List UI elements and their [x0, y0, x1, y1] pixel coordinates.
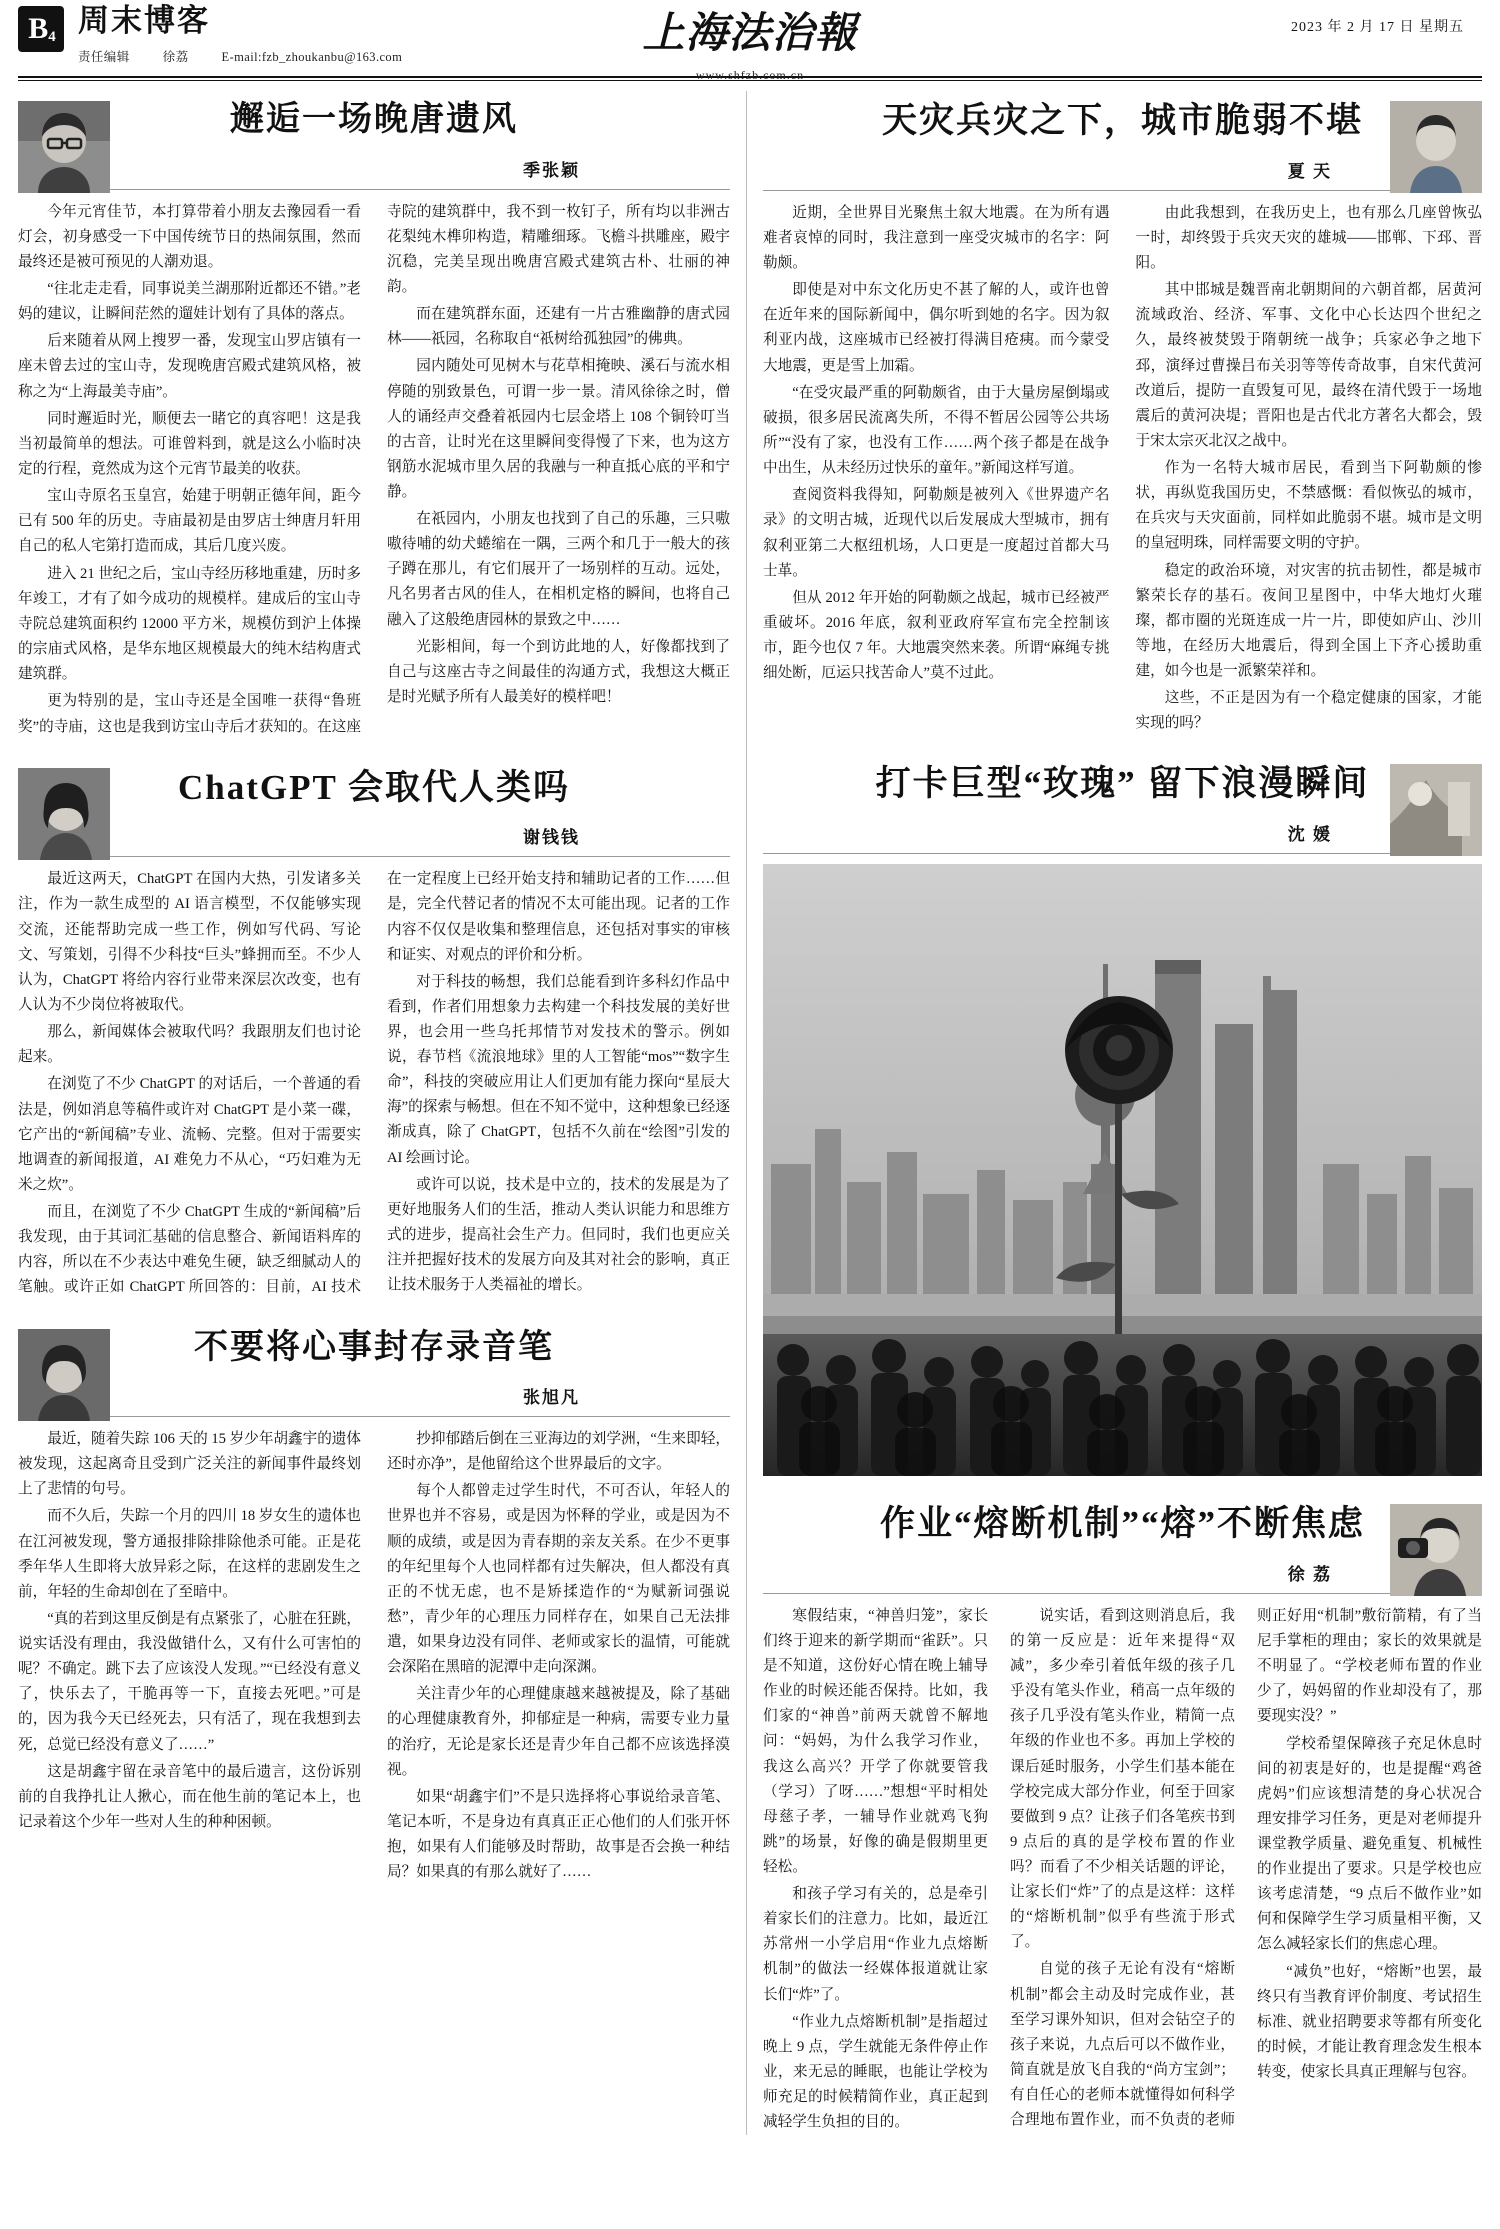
headline-chatgpt: ChatGPT 会取代人类吗 — [178, 767, 570, 807]
left-column — [18, 91, 730, 2135]
paper-url[interactable]: www.shfzb.com.cn — [695, 68, 805, 82]
byline-rose: 沈 媛 — [1287, 825, 1332, 845]
paragraph: 每个人都曾走过学生时代，不可否认，年轻人的世界也并不容易，或是因为怀释的学业，或是因为不顺的成绩，或是因为青春期的亲友关系。在少不更事的年纪里每个人也同样都有过失解决，但人都没有真正的不忧无虑，也不是矫揉造作的“为赋新词强说愁”，青少年的心理压力同样存在，如果自己无法排遣，如果身边没有同伴、老师或家长的温情，可能就会深陷在黑暗的泥潭中走向深渊。 — [387, 1483, 730, 1676]
article-body-earthquake — [763, 201, 1482, 737]
paragraph: 稳定的政治环境，对灾害的抗击韧性，都是城市繁荣长存的基石。夜间卫星图中，中华大地灯火璀璨，都市圈的光斑连成一片一片，即使如庐山、沙川等地，在经历大地震后，得到全国上下齐心援助重建，如今也是一派繁荣祥和。 — [1135, 562, 1482, 679]
paragraph: 最近这两天，ChatGPT 在国内大热，引发诸多关注，作为一款生成型的 AI 语言模型，不仅能够实现交流，还能帮助完成一些工作，例如写代码、写论文、写策划，引得不少科技“巨头”蜂拥而至。不少人认为，ChatGPT 将给内容行业带来深层次改变，也有人认为不少岗位将被取代。 — [18, 871, 361, 1013]
paragraph: 进入 21 世纪之后，宝山寺经历移地重建，历时多年竣工，才有了如今成功的规模样。建成后的宝山寺寺院总建筑面积约 12000 平方米，规模仿到沪上体操的宗庙式风格，是华东地区规模最大的纯木结构唐式建筑群。 — [18, 565, 361, 683]
article-body-homework — [763, 1604, 1482, 2135]
article-rule-rose — [763, 853, 1482, 854]
byline-earthquake: 夏 天 — [1287, 161, 1332, 181]
paragraph: 关注青少年的心理健康越来越被提及，除了基础的心理健康教育外，抑郁症是一种病，需要专业力量的治疗，无论是家长还是青少年自己都不应该选择漠视。 — [387, 1686, 730, 1778]
article-homework — [763, 1502, 1482, 2135]
author-portrait-xu — [1390, 1504, 1482, 1596]
paragraph: “作业九点熔断机制”是指超过晚上 9 点，学生就能无条件停止作业，来无忌的睡眠，也能让学校为师充足的时候精简作业，真正起到减轻学生负担的目的。 — [763, 2013, 988, 2131]
paragraph: 后来随着从网上搜罗一番，发现宝山罗店镇有一座未曾去过的宝山寺，发现晚唐宫殿式建筑风格，被称之为“上海最美寺庙”。 — [18, 333, 361, 400]
paper-logo — [642, 0, 857, 83]
paragraph: 抄抑郁踏后倒在三亚海边的刘学洲，“生来即轻，还时亦净”，是他留给这个世界最后的文字。 — [387, 1431, 730, 1473]
article-recorder — [18, 1327, 730, 1886]
author-portrait-ji — [18, 101, 110, 193]
paragraph: 那么，新闻媒体会被取代吗？我跟朋友们也讨论起来。 — [18, 1024, 361, 1066]
byline-recorder: 张旭凡 — [523, 1388, 580, 1407]
body-grid — [18, 91, 1482, 2135]
editor-name: 徐荔 — [162, 50, 189, 65]
paragraph: 这些，不正是因为有一个稳定健康的国家，才能实现的吗？ — [1135, 690, 1482, 732]
paragraph: 而不久后，失踪一个月的四川 18 岁女生的遗体也在江河被发现，警方通报排除排除他杀可能。正是花季年华人生即将大放异彩之际，在这样的悲剧发生之前，年轻的生命却创在了至暗中。 — [18, 1508, 361, 1600]
paragraph: 对于科技的畅想，我们总能看到许多科幻作品中看到，作者们用想象力去构建一个科技发展的美好世界，也会用一些乌托邦情节对发技术的警示。例如说，春节档《流浪地球》里的人工智能“mos”“数字生命”，科技的突破应用让人们更加有能力探向“星辰大海”的探索与畅想。但在不知不觉中，这种想象已经逐渐成真，除了 ChatGPT，包括不久前在“绘图”引发的 AI 绘画讨论。 — [387, 973, 730, 1166]
paragraph: 在浏览了不少 ChatGPT 的对话后，一个普通的看法是，例如消息等稿件或许对 ChatGPT 是小菜一碟，它产出的“新闻稿”专业、流畅、完整。但对于需要实地调查的新闻报道，AI 难免力不从心，“巧妇难为无米之炊”。 — [18, 1076, 361, 1193]
paragraph: “在受灾最严重的阿勒颇省，由于大量房屋倒塌或破损，很多居民流离失所，不得不暂居公园等公共场所”“没有了家，也没有工作……两个孩子都是在战争中出生，从未经历过快乐的童年。”新闻这样写道。 — [763, 384, 1110, 477]
headline-homework: 作业“熔断机制”“熔”不断焦虑 — [879, 1504, 1365, 1544]
article-body-chatgpt — [18, 867, 730, 1300]
author-portrait-xie — [18, 768, 110, 860]
section-block — [78, 4, 402, 65]
article-rule-chatgpt — [18, 856, 730, 857]
paragraph: 作为一名特大城市居民，看到当下阿勒颇的惨状，再纵览我国历史，不禁感慨：看似恢弘的城市，在兵灾与天灾面前，同样如此脆弱不堪。城市是文明的皇冠明珠，同样需要文明的守护。 — [1135, 460, 1482, 552]
paragraph: 在祇园内，小朋友也找到了自己的乐趣，三只嗷嗷待哺的幼犬蜷缩在一隅，三两个和几于一般大的孩子蹲在那儿，有它们展开了一场别样的互动。远处，凡名男者古风的佳人，在相机定格的瞬间，也将自己融入了这般绝唐园林的景致之中…… — [387, 511, 730, 628]
right-column — [763, 91, 1482, 2135]
paragraph: 这是胡鑫宇留在录音笔中的最后遗言，这份诉别前的自我挣扎让人揪心，而在他生前的笔记本上，也记录着这个少年一些对人生的种种困顿。 — [18, 1763, 361, 1830]
editor-email: E-mail:fzb_zhoukanbu@163.com — [221, 50, 403, 65]
paragraph: 由此我想到，在我历史上，也有那么几座曾恢弘一时，却终毁于兵灾天灾的雄城——邯郸、下邳、晋阳。 — [1135, 204, 1482, 271]
column-divider — [746, 91, 747, 2135]
paragraph: 宝山寺原名玉皇宫，始建于明朝正德年间，距今已有 500 年的历史。寺庙最初是由罗店士绅唐月轩用自己的私人宅第打造而成，其后几度兴废。 — [18, 488, 361, 555]
headline-earthquake: 天灾兵灾之下，城市脆弱不堪 — [881, 101, 1363, 140]
paragraph: “真的若到这里反倒是有点紧张了，心脏在狂跳，说实话没有理由，我没做错什么，又有什么可害怕的呢？不确定。跳下去了应该没人发现。”“已经没有意义了，快乐去了，干脆再等一下，直接去死吧。”可是的，因为我今天已经死去，只有活了，现在我想到去死，总觉已经没有意义了……” — [18, 1611, 361, 1753]
byline-tang: 季张颖 — [523, 160, 580, 180]
paragraph: 即使是对中东文化历史不甚了解的人，或许也曾在近年来的国际新闻中，偶尔听到她的名字。因为叙利亚内战，这座城市已经被打得满目疮痍。而今蒙受大地震，更是雪上加霜。 — [763, 282, 1110, 374]
paragraph: 而在建筑群东面，还建有一片古雅幽静的唐式园林——祇园，名称取自“祇树给孤独园”的佛典。 — [387, 306, 730, 348]
article-rose — [763, 762, 1482, 1476]
article-chatgpt — [18, 766, 730, 1301]
author-portrait-zhang — [18, 1329, 110, 1421]
paragraph: 其中邯城是魏晋南北朝期间的六朝首都，居黄河流域政治、经济、军事、文化中心长达四个世纪之久，最终被焚毁于隋朝统一战争；兵家必争之地下邳，演绎过曹操吕布关羽等等传奇故事，自宋代黄河改道后，提防一直毁复可见，最终在清代毁于一场地震后的黄河决堤；晋阳也是古代北方著名大都会，毁于宋太宗灭北汉之战中。 — [1135, 282, 1482, 449]
article-body-tang — [18, 200, 730, 740]
headline-recorder: 不要将心事封存录音笔 — [194, 1328, 554, 1366]
paragraph: 同时邂逅时光，顺便去一睹它的真容吧！这是我当初最简单的想法。可谁曾料到，就是这么小临时决定的行程，竟然成为这个元宵节最美的收获。 — [18, 410, 361, 477]
page-badge-number: 4 — [48, 28, 55, 45]
article-rule-recorder — [18, 1416, 730, 1417]
masthead — [18, 0, 1482, 82]
article-rule-tang — [18, 189, 730, 190]
headline-rose: 打卡巨型“玫瑰” 留下浪漫瞬间 — [875, 764, 1370, 804]
paragraph: 更为特别的是，宝山寺还是全国唯一获得“鲁班奖”的寺庙，这也是我到访宝山寺后才获知的。在这座寺院的建筑群中，我不到一枚钉子，所有均以非洲古花梨纯木榫卯构造，精雕细琢。飞檐斗拱雕座，殿宇沉稳，完美呈现出晚唐宫殿式建筑古朴、壮丽的神韵。 — [18, 203, 730, 735]
paragraph: 说实话，看到这则消息后，我的第一反应是：近年来提得“双减”，多少牵引着低年级的孩子几乎没有笔头作业，稍高一点年级的孩子几乎没有笔头作业，精简一点年级的作业也不多。再加上学校的课后延时服务，小学生们基本能在学校完成大部分作业，何至于回家要做到 9 点？让孩子们各笔疾书到 9 点后的真的是学校布置的作业吗？而看了不少相关话题的评论，让家长们“炸”了的点是这样：这样的“熔断机制”似乎有些流于形式了。 — [1010, 1607, 1235, 1951]
paragraph: 但从 2012 年开始的阿勒颇之战起，城市已经被严重破坏。2016 年底，叙利亚政府军宣布完全控制该市，距今也仅 7 年。大地震突然来袭。所谓“麻绳专挑细处断，厄运只找苦命人”莫不过此。 — [763, 589, 1110, 682]
paragraph: 寒假结束，“神兽归笼”，家长们终于迎来的新学期而“雀跃”。只是不知道，这份好心情在晚上辅导作业的时候还能否保持。比如，我们家的“神兽”前两天就曾不解地问：“妈妈，为什么我学习作业，我这么高兴？开学了你就要管我（学习）了呀……”想想“平时相处母慈子孝，一辅导作业就鸡飞狗跳”的场景，好像的确是假期里更轻松。 — [763, 1607, 988, 1875]
article-tang — [18, 99, 730, 740]
editor-line — [78, 47, 402, 65]
paragraph: 学校希望保障孩子充足休息时间的初衷是好的，也是提醒“鸡爸虎妈”们应该想清楚的身心状况合理安排学习任务，更是对老师提升课堂教学质量、避免重复、机械性的作业提出了要求。只是学校也应该考虑清楚，“9 点后不做作业”如何和保障学生学习质量相平衡，又怎么减轻家长们的焦虑心理。 — [1257, 1735, 1482, 1953]
paragraph: “减负”也好，“熔断”也罢，最终只有当教育评价制度、考试招生标准、就业招聘要求等都有所变化的时候，才能让教育理念发生根本转变，使家长具真正理解与包容。 — [1257, 1963, 1482, 2081]
paragraph: 光影相间，每一个到访此地的人，好像都找到了自己与这座古寺之间最佳的沟通方式，我想这大概正是时光赋予所有人最美好的模样吧！ — [387, 638, 730, 706]
section-title: 周末博客 — [78, 3, 210, 38]
paragraph: “往北走走看，同事说美兰湖那附近都还不错。”老妈的建议，让瞬间茫然的遛娃计划有了具体的落点。 — [18, 280, 361, 323]
author-portrait-xia — [1390, 101, 1482, 193]
editor-label: 责任编辑 — [78, 50, 130, 65]
paragraph: 如果“胡鑫宇们”不是只选择将心事说给录音笔、笔记本听，不是身边有真真正正心他们的人们张开怀抱，如果有人们能够及时帮助，故事是否会换一种结局？如果真的有那么就好了…… — [387, 1788, 730, 1881]
article-body-recorder — [18, 1427, 730, 1885]
paragraph: 自觉的孩子无论有没有“熔断机制”都会主动及时完成作业，甚至学习课外知识，但对会钻空子的孩子来说，九点后可以不做作业，简直就是放飞自我的“尚方宝剑”；有自任心的老师本就懂得如何科学合理地布置作业，而不负责的老师则正好用“机制”敷衍箭精，有了当尼手掌柜的理由；家长的效果就是不明显了。“学校老师布置的作业少了，妈妈留的作业却没有了，那要现实没？” — [1010, 1607, 1482, 2129]
paper-name: 上海法治報 — [642, 11, 858, 57]
author-portrait-shen — [1390, 764, 1482, 856]
paragraph: 或许可以说，技术是中立的，技术的发展是为了更好地服务人们的生活，推动人类认识能力和思维方式的进步，提高社会生产力。但同时，我们也更应关注并把握好技术的发展方向及其对社会的影响，真正让技术服务于人类福祉的增长。 — [387, 1176, 730, 1294]
article-earthquake — [763, 99, 1482, 736]
paragraph: 而且，在浏览了不少 ChatGPT 生成的“新闻稿”后我发现，由于其词汇基础的信息整合、新闻语料库的内容，所以在不少表达中难免生硬，缺乏细腻动人的笔触。或许正如 ChatGPT 所回答的：目前，AI 技术在一定程度上已经开始支持和辅助记者的工作……但是，完全代替记者的情况不太可能出现。记者的工作内容不仅仅是收集和整理信息，还包括对事实的审核和证实、对观点的评价和分析。 — [18, 871, 730, 1296]
page-number-badge — [18, 6, 64, 52]
paragraph: 近期，全世界目光聚焦土叙大地震。在为所有遇难者哀悼的同时，我注意到一座受灾城市的名字：阿勒颇。 — [763, 204, 1110, 271]
paragraph: 园内随处可见树木与花草相掩映、溪石与流水相停随的别致景色，可谓一步一景。清风徐徐之时，僧人的诵经声交叠着祇园内七层金塔上 108 个铜铃叮当的古音，让时光在这里瞬间变得慢了下来，也为这方钢筋水泥城市里久居的我融与一种直抵心底的平和宁静。 — [387, 358, 730, 500]
paragraph: 今年元宵佳节，本打算带着小朋友去豫园看一看灯会，初身感受一下中国传统节日的热闹氛围，然而最终还是被可预见的人潮劝退。 — [18, 203, 361, 270]
byline-homework: 徐 荔 — [1287, 1564, 1332, 1584]
byline-chatgpt: 谢钱钱 — [523, 828, 580, 848]
page-badge-letter: B — [28, 12, 48, 45]
article-rule-earthquake — [763, 190, 1482, 191]
headline-tang: 邂逅一场晚唐遗风 — [230, 101, 518, 138]
publication-date: 2023 年 2 月 17 日 星期五 — [1291, 20, 1464, 35]
rose-photo — [763, 864, 1482, 1476]
paragraph: 查阅资料我得知，阿勒颇是被列入《世界遗产名录》的文明古城，近现代以后发展成大型城市，拥有叙利亚第二大枢纽机场，人口更是一度超过首都大马士革。 — [763, 487, 1110, 579]
article-rule-homework — [763, 1593, 1482, 1594]
paragraph: 和孩子学习有关的，总是牵引着家长们的注意力。比如，最近江苏常州一小学启用“作业九点熔断机制”的做法一经媒体报道就让家长们“炸”了。 — [763, 1886, 988, 2003]
paragraph: 最近，随着失踪 106 天的 15 岁少年胡鑫宇的遗体被发现，这起离奇且受到广泛关注的新闻事件最终划上了悲情的句号。 — [18, 1431, 361, 1498]
